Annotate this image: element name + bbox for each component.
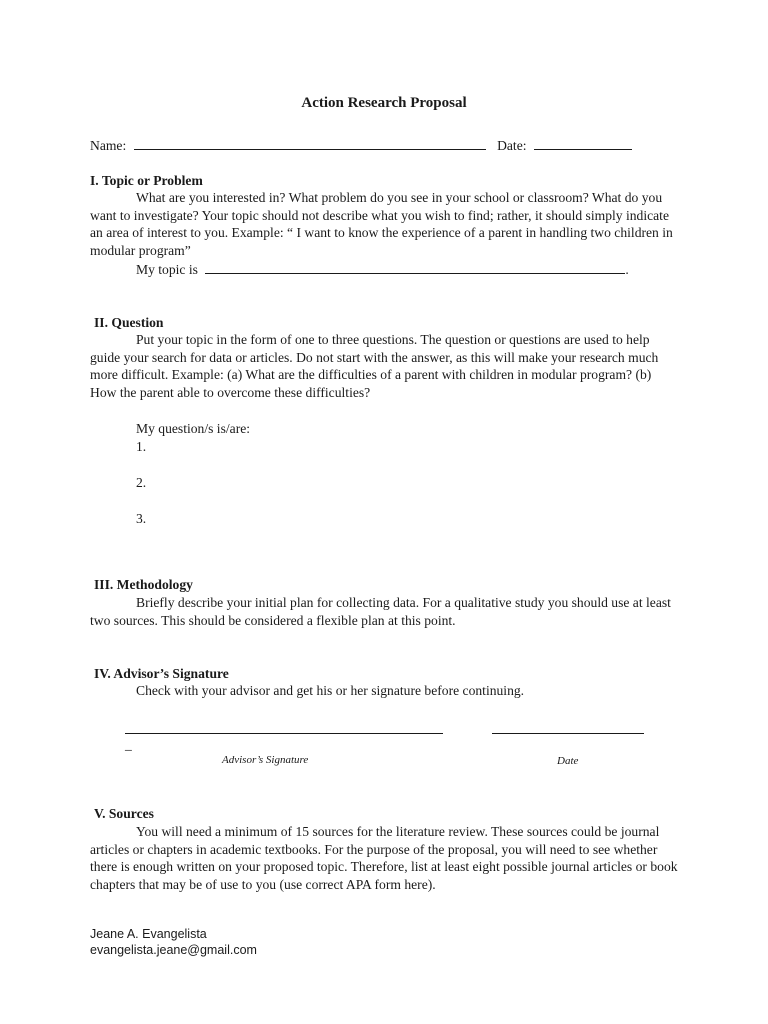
question-item-2: 2. — [136, 475, 147, 490]
signature-date-line — [492, 733, 644, 734]
question-item-3: 3. — [136, 511, 147, 526]
footer-author: Jeane A. Evangelista — [90, 927, 207, 941]
topic-field-line — [205, 260, 625, 274]
section-body-methodology: Briefly describe your initial plan for collecting data. For a qualitative study you should use at least two sources. This should be considered a flexible plan at this point. — [90, 595, 671, 628]
stray-underscore: _ — [125, 737, 132, 752]
section-body-question: Put your topic in the form of one to three questions. The question or questions are used to help guide your search for data or articles. Do not start with the answer, as this will make your research much more difficult. Example: (a) What are the difficulties of a parent with children in modular program? (b) How the parent able to overcome these difficulties? — [90, 332, 659, 400]
advisor-signature-caption: Advisor’s Signature — [222, 754, 309, 766]
section-heading-advisor-signature: IV. Advisor’s Signature — [94, 666, 229, 681]
footer-email[interactable]: evangelista.jeane@gmail.com — [90, 943, 257, 957]
section-heading-sources: V. Sources — [94, 806, 154, 821]
question-item-1: 1. — [136, 439, 147, 454]
section-body-topic: What are you interested in? What problem do you see in your school or classroom? What do you want to investigate? Your topic should not describe what you wish to find; rather, it should simply indicate an area of interest to you. Example: “ I want to know the experience of a parent in handling two children in modular program” — [90, 190, 673, 258]
section-heading-methodology: III. Methodology — [94, 577, 193, 592]
section-heading-question: II. Question — [94, 315, 164, 330]
section-body-sources: You will need a minimum of 15 sources for the literature review. These sources could be journal articles or chapters in academic textbooks. For the purpose of the proposal, you will need to see whether there is enough written on your proposed topic. Therefore, list at least eight possible journal articles or book chapters that may be of use to you (use correct APA form here). — [90, 824, 678, 892]
document-title: Action Research Proposal — [301, 95, 467, 111]
topic-label: My topic is — [136, 262, 198, 277]
date-label: Date: — [497, 138, 527, 153]
date-field-line — [534, 136, 632, 150]
name-date-row — [90, 136, 650, 155]
section-body-advisor-signature: Check with your advisor and get his or her signature before continuing. — [136, 683, 525, 698]
date-caption: Date — [557, 755, 579, 767]
name-field-line — [134, 136, 486, 150]
advisor-signature-line — [125, 733, 443, 734]
topic-row — [136, 260, 636, 279]
topic-end-period: . — [625, 262, 629, 277]
questions-label: My question/s is/are: — [136, 421, 251, 436]
section-heading-topic: I. Topic or Problem — [90, 173, 203, 188]
name-label: Name: — [90, 138, 127, 153]
